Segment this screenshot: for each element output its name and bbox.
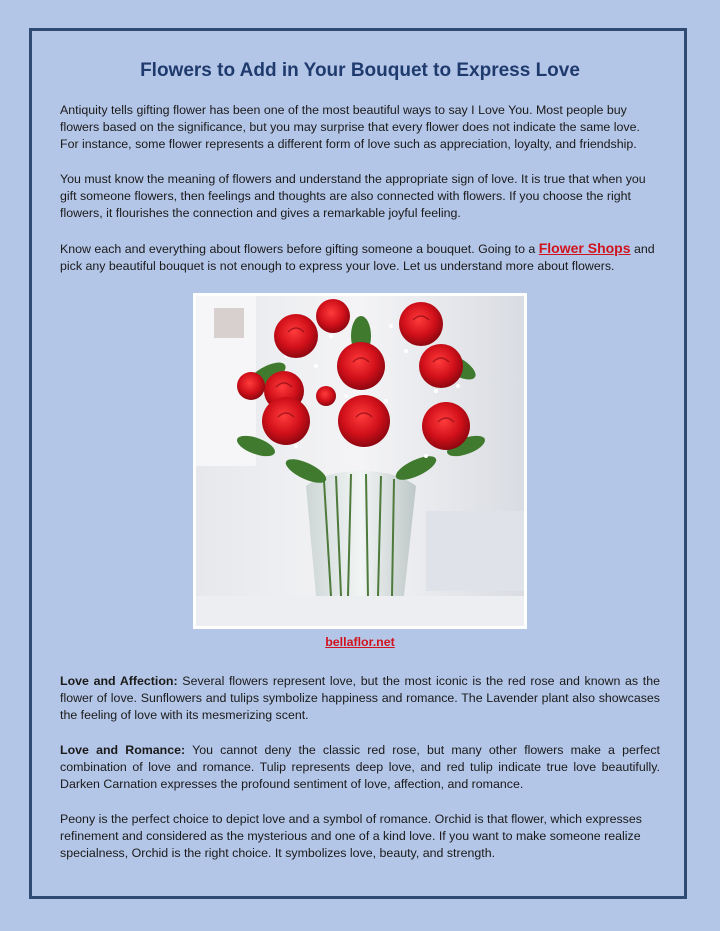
meaning-paragraph: You must know the meaning of flowers and understand the appropriate sign of love. It is true that when you gift someone flowers, then feelings and thoughts are also connected with flowers. If you choose the right flowers, it flourishes the connection and gives a remarkable joyful feeling. [60,172,646,220]
love-romance-heading: Love and Romance: [60,743,186,757]
image-source-caption[interactable]: bellaflor.net [325,635,395,649]
love-romance-text: You cannot deny the classic red rose, but many other flowers make a perfect combination of love and romance. Tulip represents deep love, and red tulip indicate true love beautifully. Darken Carnation expresses the profound sentiment of love, affection, and romance. [60,743,660,791]
bouquet-text-before: Know each and everything about flowers before gifting someone a bouquet. Going to a [60,242,539,256]
document-body [60,60,660,880]
love-affection-paragraph [60,673,660,724]
flower-shops-link[interactable]: Flower Shops [538,240,631,256]
love-romance-paragraph [60,742,660,793]
page-title: Flowers to Add in Your Bouquet to Express Love [140,60,580,81]
rose-bouquet-image [196,296,524,626]
bouquet-paragraph [60,240,660,275]
love-affection-heading: Love and Affection: [60,674,178,688]
peony-orchid-paragraph: Peony is the perfect choice to depict love and a symbol of romance. Orchid is that flower, which expresses refinement and considered as the mysterious and one of a kind love. If you want to make someone realize specialness, Orchid is the right choice. It symbolizes love, beauty, and strength. [60,812,642,860]
bouquet-photo [193,293,527,629]
bouquet-text-after: and pick any beautiful bouquet is not enough to express your love. Let us understand more about flowers. [60,242,655,273]
love-affection-text: Several flowers represent love, but the most iconic is the red rose and known as the flower of love. Sunflowers and tulips symbolize happiness and romance. The Lavender plant also showcases the feeling of love with its mesmerizing scent. [60,674,660,722]
intro-paragraph: Antiquity tells gifting flower has been one of the most beautiful ways to say I Love You. Most people buy flowers based on the significance, but you may surprise that every flower does not indicate the same love. For instance, some flower represents a different form of love such as appreciation, loyalty, and friendship. [60,103,640,151]
